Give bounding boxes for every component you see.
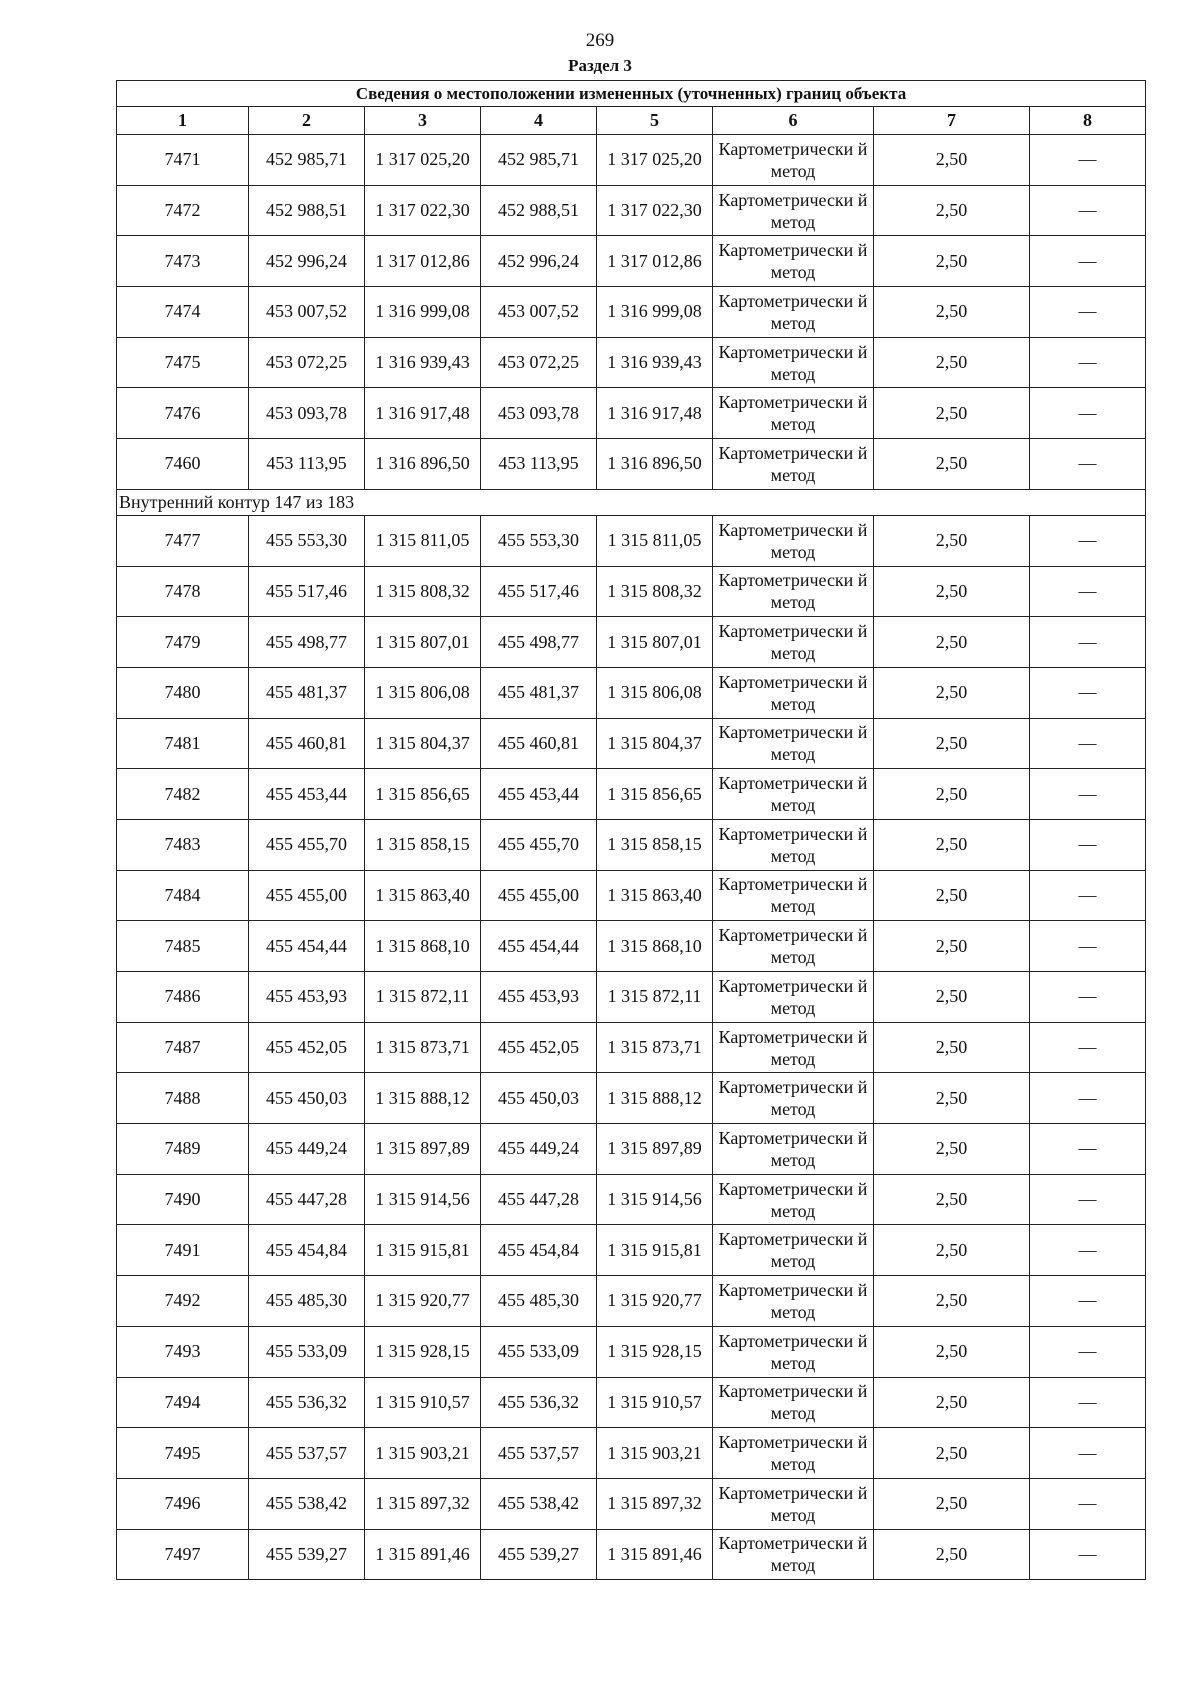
column-number: 8 xyxy=(1030,107,1146,135)
table-row xyxy=(117,388,1146,439)
point-number: 7472 xyxy=(117,185,249,236)
y-coordinate-new: 1 315 804,37 xyxy=(597,718,713,769)
accuracy-cell: 2,50 xyxy=(874,1326,1030,1377)
accuracy-cell: 2,50 xyxy=(874,439,1030,490)
y-coordinate-new: 1 315 903,21 xyxy=(597,1428,713,1479)
point-number: 7474 xyxy=(117,287,249,338)
x-coordinate-old: 453 072,25 xyxy=(249,337,365,388)
x-coordinate-new: 453 072,25 xyxy=(481,337,597,388)
x-coordinate-old: 455 454,84 xyxy=(249,1225,365,1276)
table-row xyxy=(117,337,1146,388)
table-row xyxy=(117,921,1146,972)
point-number: 7492 xyxy=(117,1276,249,1327)
y-coordinate-new: 1 315 928,15 xyxy=(597,1326,713,1377)
x-coordinate-new: 455 537,57 xyxy=(481,1428,597,1479)
accuracy-cell: 2,50 xyxy=(874,972,1030,1023)
method-cell: Картометрически й метод xyxy=(713,1022,874,1073)
x-coordinate-old: 455 460,81 xyxy=(249,718,365,769)
method-cell: Картометрически й метод xyxy=(713,921,874,972)
y-coordinate-old: 1 315 808,32 xyxy=(365,566,481,617)
description-cell: — xyxy=(1030,135,1146,186)
x-coordinate-old: 455 533,09 xyxy=(249,1326,365,1377)
page-number: 269 xyxy=(585,30,615,51)
y-coordinate-old: 1 316 896,50 xyxy=(365,439,481,490)
x-coordinate-old: 452 996,24 xyxy=(249,236,365,287)
x-coordinate-old: 455 481,37 xyxy=(249,667,365,718)
method-cell: Картометрически й метод xyxy=(713,972,874,1023)
y-coordinate-new: 1 315 897,32 xyxy=(597,1478,713,1529)
accuracy-cell: 2,50 xyxy=(874,236,1030,287)
y-coordinate-new: 1 315 891,46 xyxy=(597,1529,713,1580)
description-cell: — xyxy=(1030,617,1146,668)
point-number: 7460 xyxy=(117,439,249,490)
method-cell: Картометрически й метод xyxy=(713,566,874,617)
table-row xyxy=(117,972,1146,1023)
table-row xyxy=(117,1377,1146,1428)
y-coordinate-old: 1 315 920,77 xyxy=(365,1276,481,1327)
method-cell: Картометрически й метод xyxy=(713,1478,874,1529)
accuracy-cell: 2,50 xyxy=(874,1225,1030,1276)
x-coordinate-new: 455 452,05 xyxy=(481,1022,597,1073)
description-cell: — xyxy=(1030,1174,1146,1225)
method-cell: Картометрически й метод xyxy=(713,287,874,338)
y-coordinate-new: 1 315 888,12 xyxy=(597,1073,713,1124)
method-cell: Картометрически й метод xyxy=(713,1276,874,1327)
accuracy-cell: 2,50 xyxy=(874,870,1030,921)
table-row xyxy=(117,1276,1146,1327)
table-body xyxy=(117,135,1146,1580)
y-coordinate-new: 1 316 896,50 xyxy=(597,439,713,490)
x-coordinate-new: 455 538,42 xyxy=(481,1478,597,1529)
x-coordinate-new: 455 454,44 xyxy=(481,921,597,972)
column-number-row xyxy=(117,107,1146,135)
point-number: 7488 xyxy=(117,1073,249,1124)
point-number: 7486 xyxy=(117,972,249,1023)
table-row xyxy=(117,718,1146,769)
x-coordinate-new: 455 453,93 xyxy=(481,972,597,1023)
table-row xyxy=(117,439,1146,490)
table-row xyxy=(117,515,1146,566)
point-number: 7497 xyxy=(117,1529,249,1580)
method-cell: Картометрически й метод xyxy=(713,439,874,490)
method-cell: Картометрически й метод xyxy=(713,870,874,921)
method-cell: Картометрически й метод xyxy=(713,388,874,439)
y-coordinate-new: 1 315 807,01 xyxy=(597,617,713,668)
y-coordinate-old: 1 315 804,37 xyxy=(365,718,481,769)
x-coordinate-old: 455 485,30 xyxy=(249,1276,365,1327)
point-number: 7484 xyxy=(117,870,249,921)
x-coordinate-new: 452 996,24 xyxy=(481,236,597,287)
x-coordinate-old: 453 007,52 xyxy=(249,287,365,338)
method-cell: Картометрически й метод xyxy=(713,1377,874,1428)
y-coordinate-new: 1 315 915,81 xyxy=(597,1225,713,1276)
x-coordinate-new: 453 007,52 xyxy=(481,287,597,338)
table-row xyxy=(117,1073,1146,1124)
accuracy-cell: 2,50 xyxy=(874,1174,1030,1225)
point-number: 7489 xyxy=(117,1124,249,1175)
x-coordinate-new: 452 985,71 xyxy=(481,135,597,186)
point-number: 7494 xyxy=(117,1377,249,1428)
table-row xyxy=(117,870,1146,921)
method-cell: Картометрически й метод xyxy=(713,337,874,388)
description-cell: — xyxy=(1030,1326,1146,1377)
accuracy-cell: 2,50 xyxy=(874,819,1030,870)
description-cell: — xyxy=(1030,1529,1146,1580)
table-row xyxy=(117,1478,1146,1529)
method-cell: Картометрически й метод xyxy=(713,667,874,718)
x-coordinate-old: 455 536,32 xyxy=(249,1377,365,1428)
accuracy-cell: 2,50 xyxy=(874,1478,1030,1529)
description-cell: — xyxy=(1030,1377,1146,1428)
description-cell: — xyxy=(1030,819,1146,870)
x-coordinate-new: 455 539,27 xyxy=(481,1529,597,1580)
x-coordinate-old: 455 537,57 xyxy=(249,1428,365,1479)
x-coordinate-new: 455 455,00 xyxy=(481,870,597,921)
accuracy-cell: 2,50 xyxy=(874,718,1030,769)
y-coordinate-new: 1 315 872,11 xyxy=(597,972,713,1023)
point-number: 7482 xyxy=(117,769,249,820)
table-row xyxy=(117,135,1146,186)
table-row xyxy=(117,769,1146,820)
point-number: 7473 xyxy=(117,236,249,287)
point-number: 7485 xyxy=(117,921,249,972)
x-coordinate-new: 455 553,30 xyxy=(481,515,597,566)
y-coordinate-new: 1 315 863,40 xyxy=(597,870,713,921)
description-cell: — xyxy=(1030,870,1146,921)
accuracy-cell: 2,50 xyxy=(874,1428,1030,1479)
method-cell: Картометрически й метод xyxy=(713,819,874,870)
y-coordinate-old: 1 317 025,20 xyxy=(365,135,481,186)
x-coordinate-new: 455 447,28 xyxy=(481,1174,597,1225)
accuracy-cell: 2,50 xyxy=(874,1276,1030,1327)
accuracy-cell: 2,50 xyxy=(874,1529,1030,1580)
column-number: 6 xyxy=(713,107,874,135)
y-coordinate-old: 1 315 910,57 xyxy=(365,1377,481,1428)
accuracy-cell: 2,50 xyxy=(874,1124,1030,1175)
x-coordinate-new: 453 113,95 xyxy=(481,439,597,490)
boundary-table xyxy=(116,80,1146,1580)
table-row xyxy=(117,819,1146,870)
method-cell: Картометрически й метод xyxy=(713,135,874,186)
accuracy-cell: 2,50 xyxy=(874,921,1030,972)
y-coordinate-old: 1 317 022,30 xyxy=(365,185,481,236)
table-row xyxy=(117,1225,1146,1276)
method-cell: Картометрически й метод xyxy=(713,1174,874,1225)
y-coordinate-old: 1 315 858,15 xyxy=(365,819,481,870)
description-cell: — xyxy=(1030,185,1146,236)
description-cell: — xyxy=(1030,439,1146,490)
point-number: 7495 xyxy=(117,1428,249,1479)
method-cell: Картометрически й метод xyxy=(713,617,874,668)
x-coordinate-old: 455 454,44 xyxy=(249,921,365,972)
x-coordinate-new: 455 517,46 xyxy=(481,566,597,617)
table-row xyxy=(117,1022,1146,1073)
y-coordinate-old: 1 315 856,65 xyxy=(365,769,481,820)
point-number: 7487 xyxy=(117,1022,249,1073)
accuracy-cell: 2,50 xyxy=(874,667,1030,718)
description-cell: — xyxy=(1030,972,1146,1023)
description-cell: — xyxy=(1030,769,1146,820)
accuracy-cell: 2,50 xyxy=(874,1022,1030,1073)
table-row xyxy=(117,667,1146,718)
description-cell: — xyxy=(1030,388,1146,439)
x-coordinate-old: 455 453,93 xyxy=(249,972,365,1023)
y-coordinate-old: 1 315 928,15 xyxy=(365,1326,481,1377)
x-coordinate-old: 455 539,27 xyxy=(249,1529,365,1580)
y-coordinate-old: 1 315 863,40 xyxy=(365,870,481,921)
x-coordinate-old: 453 113,95 xyxy=(249,439,365,490)
accuracy-cell: 2,50 xyxy=(874,287,1030,338)
accuracy-cell: 2,50 xyxy=(874,388,1030,439)
table-row xyxy=(117,617,1146,668)
x-coordinate-new: 455 449,24 xyxy=(481,1124,597,1175)
y-coordinate-old: 1 315 897,89 xyxy=(365,1124,481,1175)
method-cell: Картометрически й метод xyxy=(713,515,874,566)
x-coordinate-new: 455 450,03 xyxy=(481,1073,597,1124)
y-coordinate-old: 1 315 807,01 xyxy=(365,617,481,668)
y-coordinate-old: 1 316 999,08 xyxy=(365,287,481,338)
y-coordinate-new: 1 315 856,65 xyxy=(597,769,713,820)
x-coordinate-new: 453 093,78 xyxy=(481,388,597,439)
description-cell: — xyxy=(1030,1073,1146,1124)
point-number: 7490 xyxy=(117,1174,249,1225)
description-cell: — xyxy=(1030,1225,1146,1276)
point-number: 7471 xyxy=(117,135,249,186)
y-coordinate-old: 1 315 891,46 xyxy=(365,1529,481,1580)
y-coordinate-old: 1 315 811,05 xyxy=(365,515,481,566)
table-caption-row xyxy=(117,81,1146,107)
point-number: 7491 xyxy=(117,1225,249,1276)
column-number: 2 xyxy=(249,107,365,135)
method-cell: Картометрически й метод xyxy=(713,1529,874,1580)
contour-row xyxy=(117,489,1146,515)
x-coordinate-old: 455 498,77 xyxy=(249,617,365,668)
description-cell: — xyxy=(1030,515,1146,566)
x-coordinate-new: 455 460,81 xyxy=(481,718,597,769)
accuracy-cell: 2,50 xyxy=(874,185,1030,236)
method-cell: Картометрически й метод xyxy=(713,1225,874,1276)
y-coordinate-new: 1 315 910,57 xyxy=(597,1377,713,1428)
table-row xyxy=(117,1529,1146,1580)
description-cell: — xyxy=(1030,1276,1146,1327)
method-cell: Картометрически й метод xyxy=(713,1326,874,1377)
x-coordinate-new: 455 455,70 xyxy=(481,819,597,870)
accuracy-cell: 2,50 xyxy=(874,566,1030,617)
description-cell: — xyxy=(1030,1428,1146,1479)
point-number: 7479 xyxy=(117,617,249,668)
column-number: 1 xyxy=(117,107,249,135)
y-coordinate-old: 1 315 873,71 xyxy=(365,1022,481,1073)
point-number: 7480 xyxy=(117,667,249,718)
accuracy-cell: 2,50 xyxy=(874,1073,1030,1124)
table-row xyxy=(117,1174,1146,1225)
point-number: 7477 xyxy=(117,515,249,566)
description-cell: — xyxy=(1030,337,1146,388)
x-coordinate-new: 455 498,77 xyxy=(481,617,597,668)
y-coordinate-new: 1 316 939,43 xyxy=(597,337,713,388)
description-cell: — xyxy=(1030,718,1146,769)
y-coordinate-old: 1 315 868,10 xyxy=(365,921,481,972)
method-cell: Картометрически й метод xyxy=(713,1428,874,1479)
x-coordinate-old: 455 455,70 xyxy=(249,819,365,870)
x-coordinate-old: 455 517,46 xyxy=(249,566,365,617)
x-coordinate-new: 455 485,30 xyxy=(481,1276,597,1327)
table-row xyxy=(117,287,1146,338)
x-coordinate-new: 455 533,09 xyxy=(481,1326,597,1377)
x-coordinate-new: 455 481,37 xyxy=(481,667,597,718)
y-coordinate-new: 1 315 914,56 xyxy=(597,1174,713,1225)
point-number: 7493 xyxy=(117,1326,249,1377)
description-cell: — xyxy=(1030,1022,1146,1073)
description-cell: — xyxy=(1030,1124,1146,1175)
table-caption: Сведения о местоположении измененных (уточненных) границ объекта xyxy=(117,81,1146,107)
y-coordinate-new: 1 315 858,15 xyxy=(597,819,713,870)
point-number: 7475 xyxy=(117,337,249,388)
y-coordinate-new: 1 316 999,08 xyxy=(597,287,713,338)
x-coordinate-old: 455 450,03 xyxy=(249,1073,365,1124)
y-coordinate-new: 1 315 873,71 xyxy=(597,1022,713,1073)
accuracy-cell: 2,50 xyxy=(874,1377,1030,1428)
y-coordinate-old: 1 315 806,08 xyxy=(365,667,481,718)
table-row xyxy=(117,185,1146,236)
accuracy-cell: 2,50 xyxy=(874,337,1030,388)
contour-label: Внутренний контур 147 из 183 xyxy=(117,489,1146,515)
column-number: 5 xyxy=(597,107,713,135)
x-coordinate-old: 455 452,05 xyxy=(249,1022,365,1073)
accuracy-cell: 2,50 xyxy=(874,135,1030,186)
description-cell: — xyxy=(1030,236,1146,287)
method-cell: Картометрически й метод xyxy=(713,718,874,769)
x-coordinate-old: 455 453,44 xyxy=(249,769,365,820)
table-row xyxy=(117,1124,1146,1175)
column-number: 7 xyxy=(874,107,1030,135)
y-coordinate-new: 1 316 917,48 xyxy=(597,388,713,439)
method-cell: Картометрически й метод xyxy=(713,769,874,820)
table-row xyxy=(117,1326,1146,1377)
y-coordinate-old: 1 317 012,86 xyxy=(365,236,481,287)
x-coordinate-old: 452 985,71 xyxy=(249,135,365,186)
y-coordinate-new: 1 317 022,30 xyxy=(597,185,713,236)
x-coordinate-old: 455 455,00 xyxy=(249,870,365,921)
y-coordinate-old: 1 315 897,32 xyxy=(365,1478,481,1529)
x-coordinate-new: 455 453,44 xyxy=(481,769,597,820)
x-coordinate-new: 452 988,51 xyxy=(481,185,597,236)
y-coordinate-old: 1 315 888,12 xyxy=(365,1073,481,1124)
table-row xyxy=(117,236,1146,287)
accuracy-cell: 2,50 xyxy=(874,515,1030,566)
method-cell: Картометрически й метод xyxy=(713,236,874,287)
method-cell: Картометрически й метод xyxy=(713,1124,874,1175)
y-coordinate-old: 1 315 915,81 xyxy=(365,1225,481,1276)
y-coordinate-old: 1 315 914,56 xyxy=(365,1174,481,1225)
method-cell: Картометрически й метод xyxy=(713,185,874,236)
y-coordinate-new: 1 317 025,20 xyxy=(597,135,713,186)
y-coordinate-new: 1 315 897,89 xyxy=(597,1124,713,1175)
y-coordinate-old: 1 316 917,48 xyxy=(365,388,481,439)
y-coordinate-old: 1 316 939,43 xyxy=(365,337,481,388)
point-number: 7483 xyxy=(117,819,249,870)
description-cell: — xyxy=(1030,287,1146,338)
description-cell: — xyxy=(1030,921,1146,972)
accuracy-cell: 2,50 xyxy=(874,617,1030,668)
y-coordinate-new: 1 315 920,77 xyxy=(597,1276,713,1327)
y-coordinate-new: 1 315 808,32 xyxy=(597,566,713,617)
method-cell: Картометрически й метод xyxy=(713,1073,874,1124)
table-row xyxy=(117,1428,1146,1479)
y-coordinate-new: 1 315 806,08 xyxy=(597,667,713,718)
column-number: 3 xyxy=(365,107,481,135)
y-coordinate-new: 1 315 868,10 xyxy=(597,921,713,972)
x-coordinate-new: 455 454,84 xyxy=(481,1225,597,1276)
x-coordinate-old: 455 538,42 xyxy=(249,1478,365,1529)
x-coordinate-new: 455 536,32 xyxy=(481,1377,597,1428)
point-number: 7496 xyxy=(117,1478,249,1529)
x-coordinate-old: 455 447,28 xyxy=(249,1174,365,1225)
y-coordinate-new: 1 317 012,86 xyxy=(597,236,713,287)
description-cell: — xyxy=(1030,566,1146,617)
description-cell: — xyxy=(1030,1478,1146,1529)
y-coordinate-old: 1 315 903,21 xyxy=(365,1428,481,1479)
x-coordinate-old: 455 449,24 xyxy=(249,1124,365,1175)
point-number: 7476 xyxy=(117,388,249,439)
section-title: Раздел 3 xyxy=(568,56,632,75)
x-coordinate-old: 453 093,78 xyxy=(249,388,365,439)
accuracy-cell: 2,50 xyxy=(874,769,1030,820)
y-coordinate-new: 1 315 811,05 xyxy=(597,515,713,566)
x-coordinate-old: 455 553,30 xyxy=(249,515,365,566)
point-number: 7478 xyxy=(117,566,249,617)
description-cell: — xyxy=(1030,667,1146,718)
column-number: 4 xyxy=(481,107,597,135)
y-coordinate-old: 1 315 872,11 xyxy=(365,972,481,1023)
table-row xyxy=(117,566,1146,617)
point-number: 7481 xyxy=(117,718,249,769)
x-coordinate-old: 452 988,51 xyxy=(249,185,365,236)
